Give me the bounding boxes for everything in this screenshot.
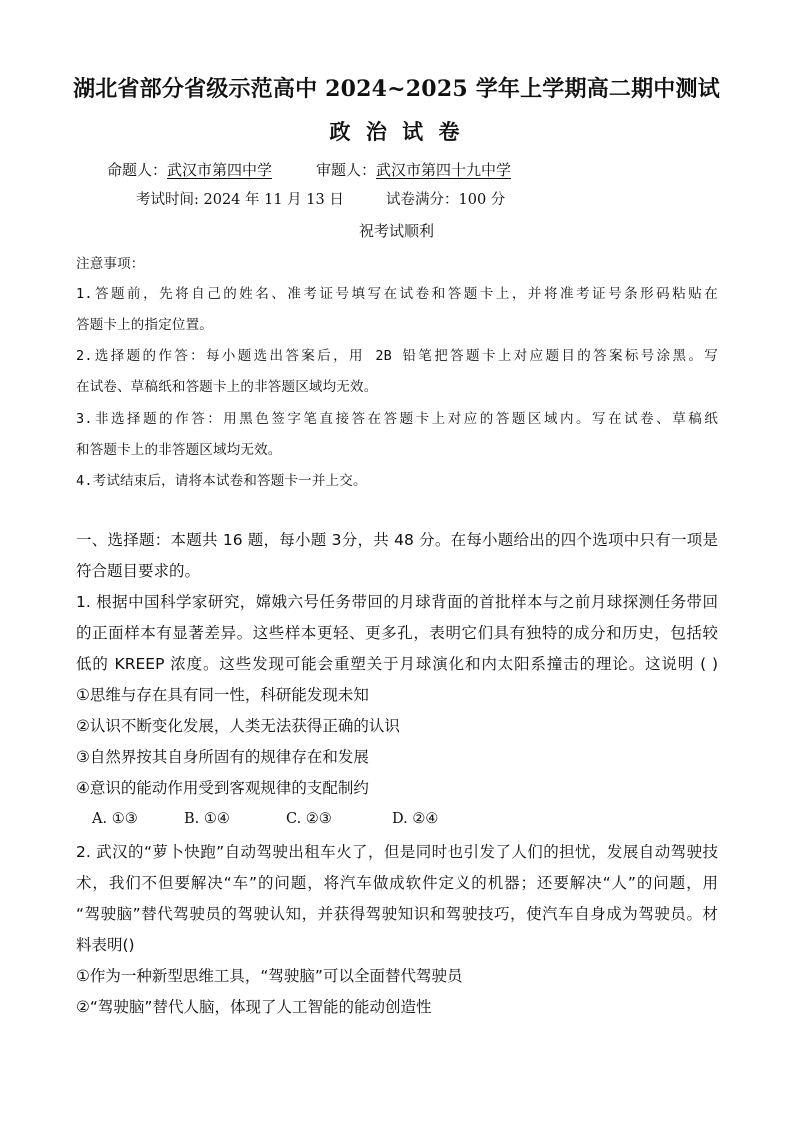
full-score: 试卷满分：100 分 <box>386 192 506 208</box>
wish-text: 祝考试顺利 <box>358 222 434 240</box>
q1-stem: 的正面样本有显著差异。这些样本更轻、更多孔，表明它们具有独特的成分和历史，包括较 <box>76 624 718 642</box>
q2-stem: “驾驶脑”替代驾驶员的驾驶认知，并获得驾驶知识和驾驶技巧，使汽车自身成为驾驶员。材 <box>76 905 718 923</box>
q1-stem: 低的 KREEP 浓度。这些发现可能会重塑关于月球演化和内太阳系撞击的理论。这说明 ( ) <box>76 655 718 673</box>
notice-line: 在试卷、草稿纸和答题卡上的非答题区域均无效。 <box>76 379 378 395</box>
author-line <box>107 160 272 180</box>
section-intro: 符合题目要求的。 <box>76 562 201 580</box>
exam-time: 考试时间: 2024 年 11 月 13 日 <box>136 192 344 208</box>
q2-statement: ②“驾驶脑”替代人脑，体现了人工智能的能动创造性 <box>76 998 432 1016</box>
section-intro: 一、选择题：本题共 16 题，每小题 3分，共 48 分。在每小题给出的四个选项中只有一项是 <box>76 531 718 549</box>
q1-option-c: C. ②③ <box>286 811 332 827</box>
reviewer-value: 武汉市第四十九中学 <box>376 161 512 179</box>
notice-heading: 注意事项： <box>76 256 145 272</box>
exam-title: 湖北省部分省级示范高中 2024~2025 学年上学期高二期中测试 <box>73 76 720 102</box>
q1-option-b: B. ①④ <box>184 811 230 827</box>
q2-statement: ①作为一种新型思维工具，“驾驶脑”可以全面替代驾驶员 <box>76 967 463 985</box>
q2-stem: 料表明() <box>76 936 135 954</box>
q1-stem: 1. 根据中国科学家研究，嫦娥六号任务带回的月球背面的首批样本与之前月球探测任务带回 <box>76 593 718 611</box>
q1-statement: ③自然界按其自身所固有的规律存在和发展 <box>76 748 369 766</box>
q1-option-d: D. ②④ <box>392 811 439 827</box>
q1-statement: ①思维与存在具有同一性，科研能发现未知 <box>76 686 369 704</box>
q2-stem: 术，我们不但要解决“车”的问题，将汽车做成软件定义的机器；还要解决“人”的问题，用 <box>76 874 718 892</box>
author-label: 命题人： <box>107 161 168 179</box>
q1-statement: ②认识不断变化发展，人类无法获得正确的认识 <box>76 717 400 735</box>
author-value: 武汉市第四中学 <box>167 161 273 179</box>
notice-line: 答题卡上的指定位置。 <box>76 317 213 333</box>
reviewer-label: 审题人： <box>316 161 377 179</box>
notice-line: 4.考试结束后，请将本试卷和答题卡一并上交。 <box>76 473 367 489</box>
q2-stem: 2. 武汉的“萝卜快跑”自动驾驶出租车火了，但是同时也引发了人们的担忧，发展自动驾驶技 <box>76 843 718 861</box>
subject-title: 政 治 试 卷 <box>329 119 464 144</box>
q1-statement: ④意识的能动作用受到客观规律的支配制约 <box>76 779 369 797</box>
q1-option-a: A. ①③ <box>92 811 138 827</box>
notice-line: 2.选择题的作答：每小题选出答案后，用 2B 铅笔把答题卡上对应题目的答案标号涂黑。写 <box>76 348 718 364</box>
notice-line: 和答题卡上的非答题区域均无效。 <box>76 442 282 458</box>
notice-line: 1.答题前，先将自己的姓名、准考证号填写在试卷和答题卡上，并将准考证号条形码粘贴在 <box>76 286 718 302</box>
notice-line: 3.非选择题的作答：用黑色签字笔直接答在答题卡上对应的答题区域内。写在试卷、草稿纸 <box>76 411 718 427</box>
reviewer-line <box>316 160 511 180</box>
